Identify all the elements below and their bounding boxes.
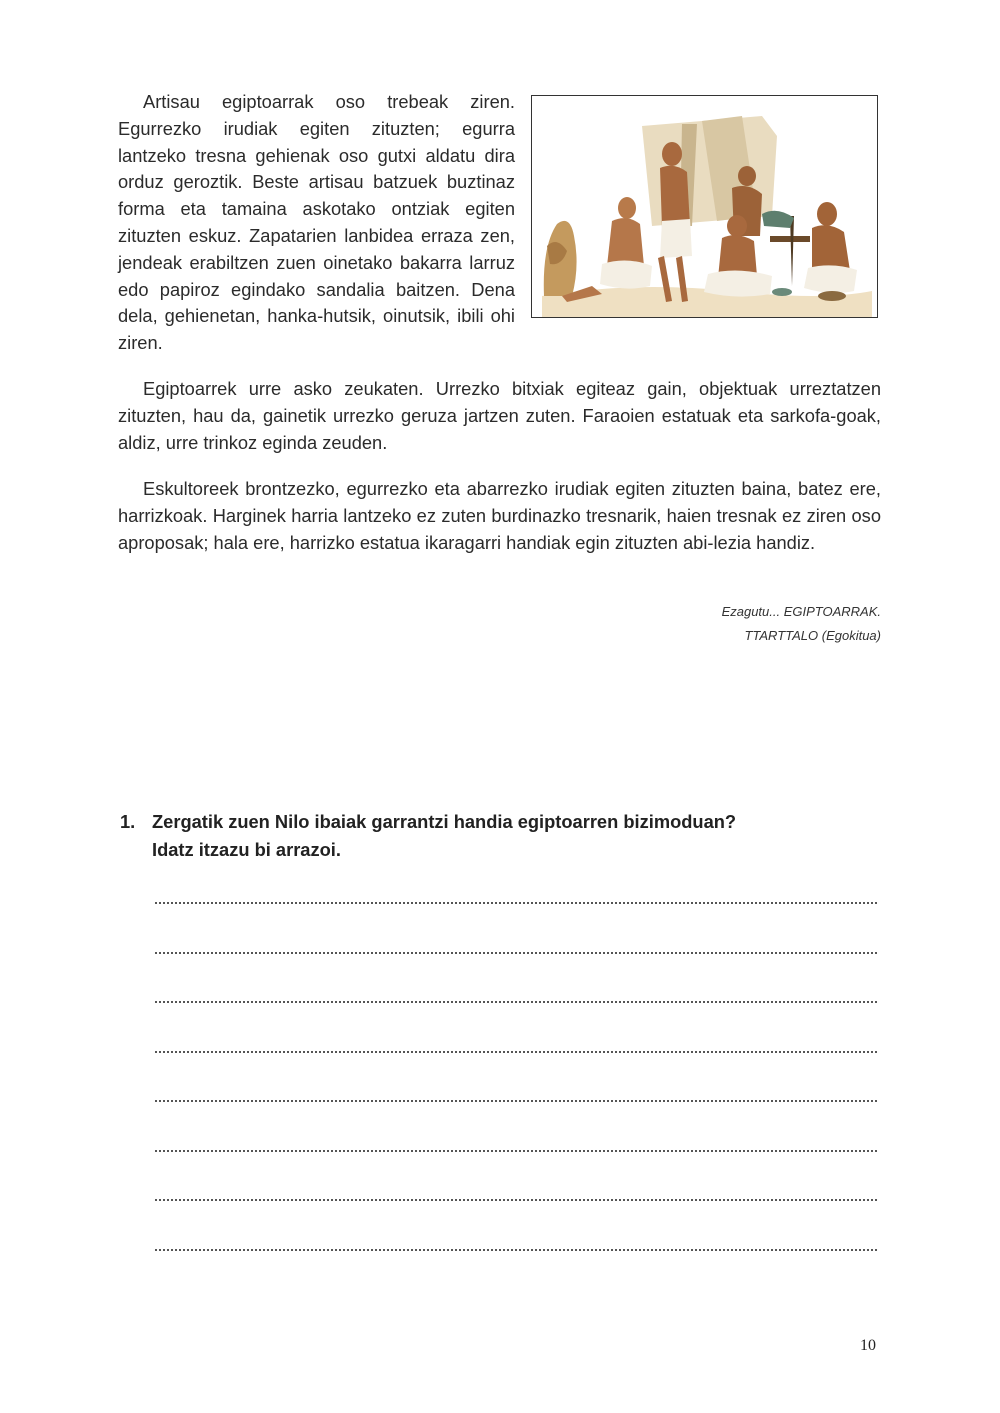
- source-line-2: TTARTTALO (Egokitua): [744, 628, 881, 643]
- page-number: 10: [860, 1337, 876, 1354]
- answer-line[interactable]: [155, 1029, 877, 1053]
- answer-lines: [155, 880, 877, 1276]
- answer-line[interactable]: [155, 1128, 877, 1152]
- source-line-1: Ezagutu... EGIPTOARRAK.: [721, 604, 881, 619]
- question-text-line-2: Idatz itzazu bi arrazoi.: [152, 839, 341, 860]
- answer-line[interactable]: [155, 1227, 877, 1251]
- answer-line[interactable]: [155, 880, 877, 904]
- egyptian-artisans-drawing: [532, 96, 877, 317]
- paragraph-sculptors: Eskultoreek brontzezko, egurrezko eta abarrezko irudiak egiten zituzten baina, batez ere, harrizkoak. Harginek harria lantzeko ez zuten burdinazko tresnarik, haien tresnak ez ziren oso aproposak; hala ere, harrizko estatua ikaragarri handiak egin zituzten abi-lezia handiz.: [118, 478, 881, 553]
- question-text-line-1: Zergatik zuen Nilo ibaiak garrantzi handia egiptoarren bizimoduan?: [152, 811, 737, 832]
- question-1: [120, 808, 880, 864]
- answer-line[interactable]: [155, 1177, 877, 1201]
- question-number: 1.: [120, 811, 136, 832]
- answer-line[interactable]: [155, 930, 877, 954]
- paragraph-artisans: Artisau egiptoarrak oso trebeak ziren. Egurrezko irudiak egiten zituzten; egurra lantzeko tresna gehienak oso gutxi aldatu dira orduz geroztik. Beste artisau batzuek buztinaz forma eta tamaina askotako ontziak egiten zituzten eskuz. Zapatarien lanbidea erraza zen, jendeak erabiltzen zuen oinetako bakarra larruz edo papiroz egindako sandalia baitzen. Dena dela, gehienetan, hanka-hutsik, oinutsik, ibili ohi ziren.: [118, 91, 515, 354]
- artisans-illustration: [531, 95, 878, 318]
- answer-line[interactable]: [155, 979, 877, 1003]
- paragraph-gold: Egiptoarrek urre asko zeukaten. Urrezko bitxiak egiteaz gain, objektuak urreztatzen zituzten, hau da, gainetik urrezko geruza jartzen zuten. Faraoien estatuak eta sarkofa-goak, aldiz, urre trinkoz eginda zeuden.: [118, 378, 881, 453]
- source-citation: [722, 600, 881, 648]
- answer-line[interactable]: [155, 1078, 877, 1102]
